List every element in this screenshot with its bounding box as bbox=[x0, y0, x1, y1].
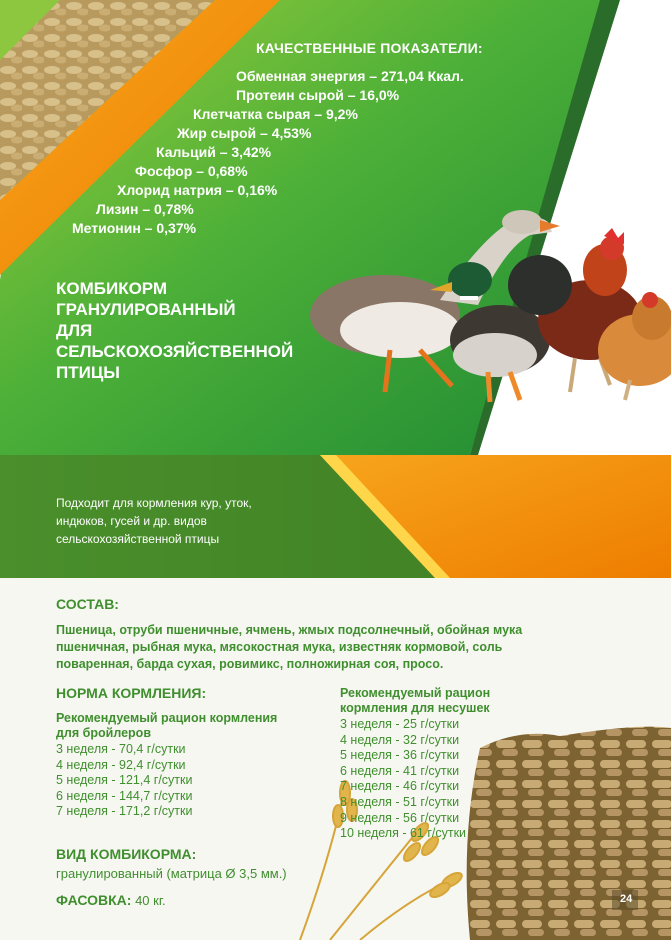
composition-title: СОСТАВ: bbox=[56, 596, 119, 612]
feed-type-value: гранулированный (матрица Ø 3,5 мм.) bbox=[56, 866, 287, 881]
feeding-norm-title: НОРМА КОРМЛЕНИЯ: bbox=[56, 685, 207, 701]
packaging bbox=[56, 892, 166, 908]
page-number: 24 bbox=[620, 893, 633, 905]
quality-line-fat: Жир сырой – 4,53% bbox=[177, 125, 312, 141]
composition-line: пшеничная, рыбная мука, мясокостная мука, известняк кормовой, соль bbox=[56, 640, 503, 654]
layer-ration-row: 5 неделя - 36 г/сутки bbox=[340, 748, 460, 763]
broiler-ration-row: 3 неделя - 70,4 г/сутки bbox=[56, 742, 186, 756]
top-banner bbox=[0, 0, 671, 455]
quality-line-lysine: Лизин – 0,78% bbox=[96, 201, 194, 217]
broiler-ration-row: 6 неделя - 144,7 г/сутки bbox=[56, 788, 193, 803]
broiler-heading-line: для бройлеров bbox=[56, 726, 152, 740]
composition-line: Пшеница, отруби пшеничные, ячмень, жмых подсолнечный, обойная мука bbox=[56, 623, 523, 637]
product-title bbox=[56, 278, 326, 383]
quality-line-energy: Обменная энергия – 271,04 Ккал. bbox=[236, 68, 464, 84]
quality-line-phosphorus: Фосфор – 0,68% bbox=[135, 163, 248, 179]
broiler-ration-row: 5 неделя - 121,4 г/сутки bbox=[56, 773, 193, 788]
broiler-ration-row: 4 неделя - 92,4 г/сутки bbox=[56, 757, 186, 772]
quality-line-fiber: Клетчатка сырая – 9,2% bbox=[193, 106, 358, 122]
layer-ration-row: 8 неделя - 51 г/сутки bbox=[340, 794, 460, 809]
layer-ration-row: 10 неделя - 61 г/сутки bbox=[340, 826, 467, 841]
suitable-line: сельскохозяйственной птицы bbox=[56, 532, 220, 546]
quality-line-methionine: Метионин – 0,37% bbox=[72, 220, 197, 236]
product-title-line: СЕЛЬСКОХОЗЯЙСТВЕННОЙ bbox=[56, 342, 294, 361]
layer-heading-line: Рекомендуемый рацион bbox=[340, 686, 491, 700]
layer-ration-row: 3 неделя - 25 г/сутки bbox=[340, 717, 460, 731]
quality-line-calcium: Кальций – 3,42% bbox=[156, 144, 272, 160]
quality-indicators-title: КАЧЕСТВЕННЫЕ ПОКАЗАТЕЛИ: bbox=[256, 40, 483, 56]
composition-text bbox=[56, 622, 626, 673]
packaging-value: 40 кг. bbox=[131, 893, 166, 908]
broiler-ration-row: 7 неделя - 171,2 г/сутки bbox=[56, 804, 193, 819]
product-title-line: ГРАНУЛИРОВАННЫЙ bbox=[56, 300, 236, 319]
suitable-for-description bbox=[56, 494, 336, 548]
product-title-line: ДЛЯ bbox=[56, 321, 93, 340]
layer-ration-list bbox=[340, 717, 466, 842]
layer-heading-line: кормления для несушек bbox=[340, 701, 490, 715]
product-title-line: ПТИЦЫ bbox=[56, 363, 120, 382]
quality-line-sodium-chloride: Хлорид натрия – 0,16% bbox=[117, 182, 278, 198]
packaging-label: ФАСОВКА: bbox=[56, 892, 132, 908]
suitable-line: Подходит для кормления кур, уток, bbox=[56, 496, 252, 510]
product-title-line: КОМБИКОРМ bbox=[56, 279, 168, 298]
layer-ration-row: 4 неделя - 32 г/сутки bbox=[340, 732, 460, 747]
feed-type-title: ВИД КОМБИКОРМА: bbox=[56, 846, 197, 862]
quality-line-protein: Протеин сырой – 16,0% bbox=[236, 87, 400, 103]
composition-line: поваренная, барда сухая, ровимикс, полножирная соя, просо. bbox=[56, 657, 444, 671]
layer-ration-heading bbox=[340, 686, 540, 716]
broiler-ration-heading bbox=[56, 711, 336, 741]
layer-ration-row: 7 неделя - 46 г/сутки bbox=[340, 779, 460, 794]
layer-ration-row: 6 неделя - 41 г/сутки bbox=[340, 763, 460, 778]
broiler-heading-line: Рекомендуемый рацион кормления bbox=[56, 711, 278, 725]
broiler-ration-list bbox=[56, 742, 192, 820]
suitable-line: индюков, гусей и др. видов bbox=[56, 514, 207, 528]
layer-ration-row: 9 неделя - 56 г/сутки bbox=[340, 810, 460, 825]
